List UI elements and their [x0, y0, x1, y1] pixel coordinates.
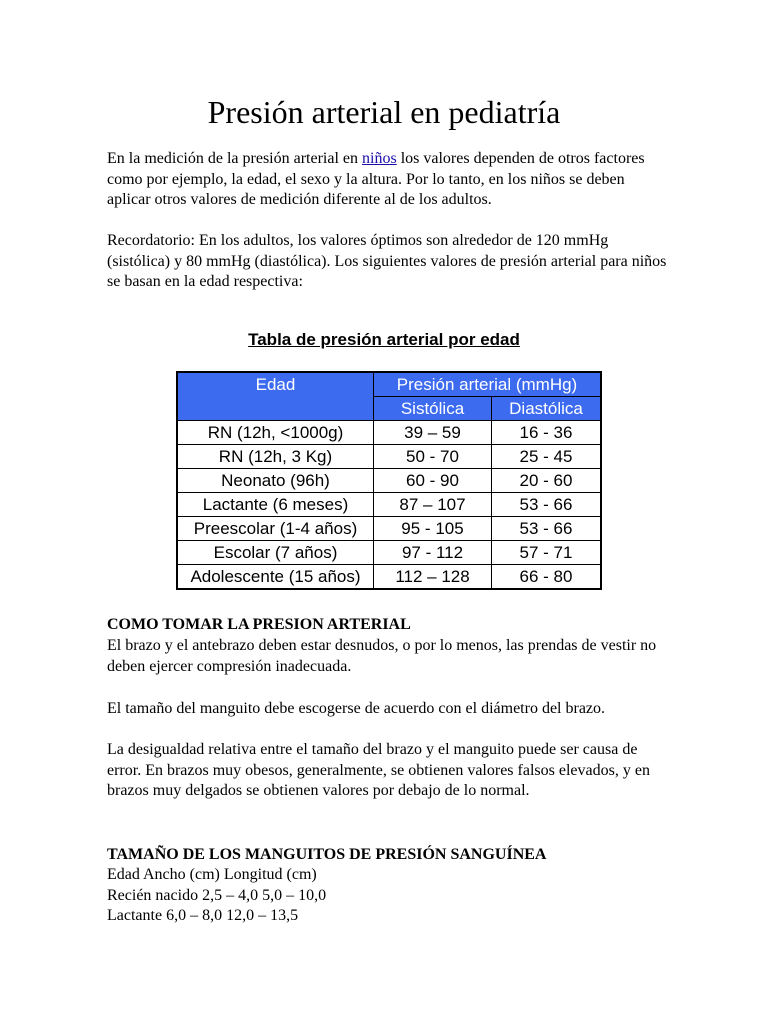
- cell-age: Lactante (6 meses): [177, 493, 374, 517]
- section1-paragraph-1: El brazo y el antebrazo deben estar desnudos, o por lo menos, las prendas de vestir no deben ejercer compresión inadecuada.: [107, 637, 657, 675]
- table-title: Tabla de presión arterial por edad: [248, 330, 520, 349]
- cell-age: Preescolar (1-4 años): [177, 517, 374, 541]
- cell-systolic: 112 – 128: [374, 565, 492, 590]
- header-systolic: Sistólica: [374, 397, 492, 421]
- cuff-size-line: Recién nacido 2,5 – 4,0 5,0 – 10,0: [107, 886, 327, 904]
- header-diastolic: Diastólica: [492, 397, 602, 421]
- cell-diastolic: 20 - 60: [492, 469, 602, 493]
- intro-text-start: En la medición de la presión arterial en: [107, 150, 363, 167]
- cell-systolic: 39 – 59: [374, 421, 492, 445]
- cell-systolic: 97 - 112: [374, 541, 492, 565]
- section-heading-manguitos: TAMAÑO DE LOS MANGUITOS DE PRESIÓN SANGUÍNEA: [107, 846, 547, 863]
- table-row: [177, 493, 601, 517]
- cell-diastolic: 53 - 66: [492, 493, 602, 517]
- table-row: [177, 469, 601, 493]
- page-title: Presión arterial en pediatría: [207, 94, 561, 130]
- cell-diastolic: 25 - 45: [492, 445, 602, 469]
- intro-paragraph: [107, 149, 667, 211]
- table-row: [177, 565, 601, 590]
- table-row: [177, 541, 601, 565]
- section1-paragraph-2: El tamaño del manguito debe escogerse de acuerdo con el diámetro del brazo.: [107, 700, 606, 717]
- section1-paragraph-3: La desigualdad relativa entre el tamaño del brazo y el manguito puede ser causa de error. En brazos muy obesos, generalmente, se obtienen valores falsos elevados, y en brazos muy delgados se obtienen valores por debajo de lo normal.: [107, 741, 650, 799]
- table-header-row: [177, 372, 601, 397]
- ninos-link[interactable]: niños: [362, 150, 397, 167]
- cell-systolic: 87 – 107: [374, 493, 492, 517]
- table-row: [177, 445, 601, 469]
- cell-age: Neonato (96h): [177, 469, 374, 493]
- section-heading-tomar: COMO TOMAR LA PRESION ARTERIAL: [107, 616, 411, 633]
- cell-age: RN (12h, 3 Kg): [177, 445, 374, 469]
- cell-systolic: 60 - 90: [374, 469, 492, 493]
- cell-systolic: 50 - 70: [374, 445, 492, 469]
- cell-diastolic: 57 - 71: [492, 541, 602, 565]
- intro-text-end: los valores dependen de otros factores como por ejemplo, la edad, el sexo y la altura. Por lo tanto, en los niños se deben aplicar otros valores de medición diferente al de los adultos.: [107, 150, 645, 208]
- cuff-size-line: Lactante 6,0 – 8,0 12,0 – 13,5: [107, 907, 299, 924]
- table-body: [177, 421, 601, 590]
- cell-diastolic: 66 - 80: [492, 565, 602, 590]
- cuff-size-line: Edad Ancho (cm) Longitud (cm): [107, 866, 317, 883]
- header-age: Edad: [177, 372, 374, 421]
- cell-age: RN (12h, <1000g): [177, 421, 374, 445]
- cell-diastolic: 53 - 66: [492, 517, 602, 541]
- header-pressure: Presión arterial (mmHg): [374, 372, 602, 397]
- cuff-size-list: [107, 865, 667, 927]
- cell-age: Adolescente (15 años): [177, 565, 374, 590]
- cell-diastolic: 16 - 36: [492, 421, 602, 445]
- cell-age: Escolar (7 años): [177, 541, 374, 565]
- table-row: [177, 517, 601, 541]
- blood-pressure-table: [176, 371, 602, 590]
- cell-systolic: 95 - 105: [374, 517, 492, 541]
- reminder-paragraph: Recordatorio: En los adultos, los valores óptimos son alrededor de 120 mmHg (sistólica) y 80 mmHg (diastólica). Los siguientes valores de presión arterial para niños se basan en la edad respectiva:: [107, 232, 667, 290]
- table-row: [177, 421, 601, 445]
